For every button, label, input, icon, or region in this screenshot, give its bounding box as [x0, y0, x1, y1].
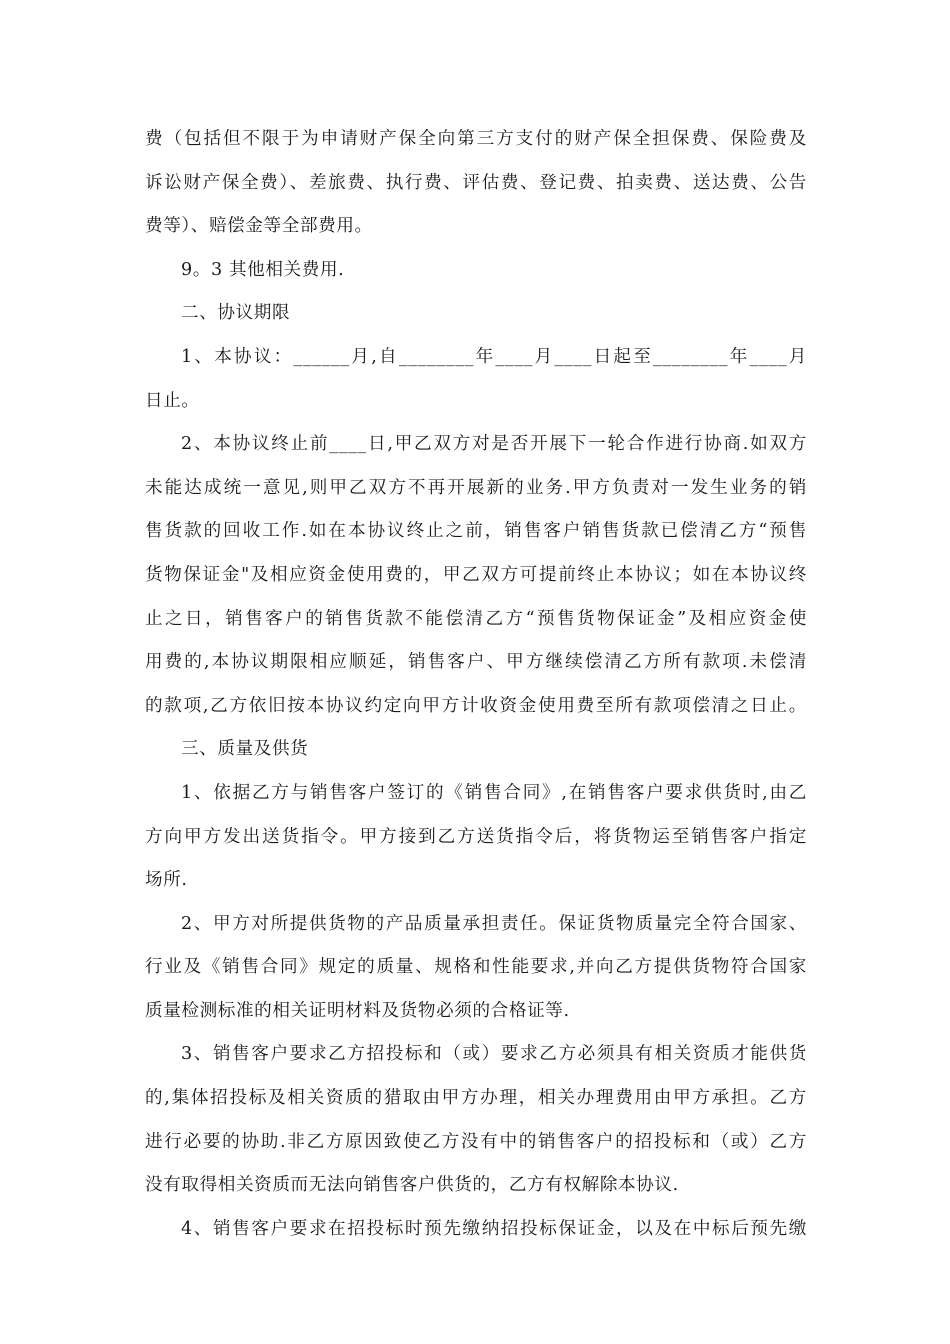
- text-line: 诉讼财产保全费）、差旅费、执行费、评估费、登记费、拍卖费、送达费、公告: [145, 172, 807, 193]
- text-line: 止之日，销售客户的销售货款不能偿清乙方“预售货物保证金”及相应资金使: [145, 608, 807, 629]
- paragraph-start: 3、销售客户要求乙方招投标和（或）要求乙方必须具有相关资质才能供货: [181, 1044, 807, 1065]
- text-line: 用费的,本协议期限相应顺延，销售客户、甲方继续偿清乙方所有款项.未偿清: [145, 652, 807, 673]
- text-line: 未能达成统一意见,则甲乙双方不再开展新的业务.甲方负责对一发生业务的销: [145, 477, 807, 498]
- paragraph-start: 1、本协议：______月,自________年____月____日起至________年____月: [181, 346, 807, 367]
- text-line: 的,集体招投标及相关资质的猎取由甲方办理，相关办理费用由甲方承担。乙方: [145, 1088, 807, 1109]
- clause-heading: 9。3 其他相关费用.: [181, 259, 345, 280]
- text-line: 进行必要的协助.非乙方原因致使乙方没有中的销售客户的招投标和（或）乙方: [145, 1131, 807, 1152]
- text-line: 日止。: [145, 390, 200, 411]
- text-line: 行业及《销售合同》规定的质量、规格和性能要求,并向乙方提供货物符合国家: [145, 957, 807, 978]
- paragraph-start: 4、销售客户要求在招投标时预先缴纳招投标保证金，以及在中标后预先缴: [181, 1218, 807, 1239]
- text-line: 费等）、赔偿金等全部费用。: [145, 216, 373, 237]
- section-heading: 三、质量及供货: [181, 739, 309, 760]
- paragraph-start: 2、甲方对所提供货物的产品质量承担责任。保证货物质量完全符合国家、: [181, 913, 807, 934]
- section-heading: 二、协议期限: [181, 303, 291, 324]
- document-page: [145, 118, 807, 1251]
- paragraph-start: 1、依据乙方与销售客户签订的《销售合同》,在销售客户要求供货时,由乙: [181, 782, 807, 803]
- text-line: 费（包括但不限于为申请财产保全向第三方支付的财产保全担保费、保险费及: [145, 129, 807, 149]
- text-line: 方向甲方发出送货指令。甲方接到乙方送货指令后，将货物运至销售客户指定: [145, 826, 807, 847]
- paragraph-start: 2、本协议终止前____日,甲乙双方对是否开展下一轮合作进行协商.如双方: [181, 434, 807, 455]
- text-line: 货物保证金"及相应资金使用费的，甲乙双方可提前终止本协议；如在本协议终: [145, 564, 807, 585]
- text-line: 没有取得相关资质而无法向销售客户供货的，乙方有权解除本协议.: [145, 1175, 679, 1196]
- text-line: 质量检测标准的相关证明材料及货物必须的合格证等.: [145, 1000, 570, 1021]
- text-line: 售货款的回收工作.如在本协议终止之前，销售客户销售货款已偿清乙方“预售: [145, 521, 807, 542]
- text-line: 场所.: [145, 870, 188, 891]
- text-line: 的款项,乙方依旧按本协议约定向甲方计收资金使用费至所有款项偿清之日止。: [145, 695, 807, 716]
